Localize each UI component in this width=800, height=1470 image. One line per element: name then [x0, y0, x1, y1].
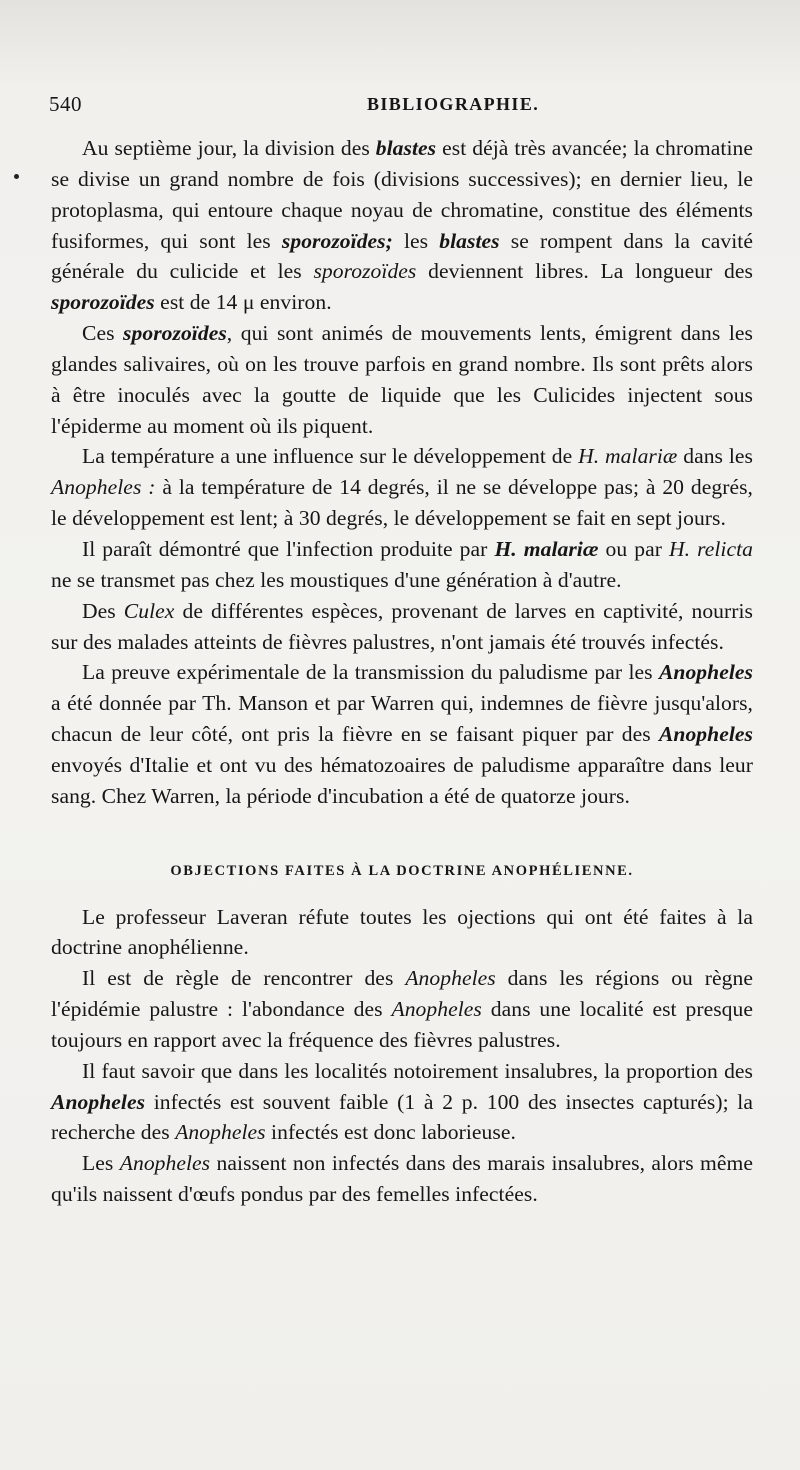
running-head: BIBLIOGRAPHIE. [367, 94, 540, 114]
margin-ink-dot [14, 174, 19, 179]
section-title: OBJECTIONS FAITES À LA DOCTRINE ANOPHÉLIENNE. [170, 862, 634, 879]
page-header [49, 92, 751, 122]
paragraph-6: La preuve expérimentale de la transmission du paludisme par les Anopheles a été donnée par Th. Manson et par Warren qui, indemnes de fièvre jusqu'alors, chacun de leur côté, ont pris la fièvre en se faisant piquer par des Anopheles envoyés d'Italie et ont vu des hématozoaires de paludisme apparaître dans leur sang. Chez Warren, la période d'incubation a été de quatorze jours. [51, 660, 753, 808]
paragraph-7: Le professeur Laveran réfute toutes les ojections qui ont été faites à la doctrine anophélienne. [51, 904, 753, 960]
paragraph-8: Il est de règle de rencontrer des Anopheles dans les régions ou règne l'épidémie palustre : l'abondance des Anopheles dans une localité est presque toujours en rapport avec la fréquence des fièvres palustres. [51, 966, 753, 1052]
body-text [51, 133, 753, 1210]
paragraph-2: Ces sporozoïdes, qui sont animés de mouvements lents, émigrent dans les glandes salivaires, où on les trouve parfois en grand nombre. Ils sont prêts alors à être inoculés avec la goutte de liquide que les Culicides injectent sous l'épiderme au moment où ils piquent. [51, 321, 753, 438]
paragraph-5: Des Culex de différentes espèces, provenant de larves en captivité, nourris sur des malades atteints de fièvres palustres, n'ont jamais été trouvés infectés. [51, 598, 753, 654]
page-number: 540 [49, 92, 82, 116]
paragraph-3: La température a une influence sur le développement de H. malariæ dans les Anopheles : à la température de 14 degrés, il ne se développe pas; à 20 degrés, le développement est lent; à 30 degrés, le développement se fait en sept jours. [51, 444, 753, 531]
paragraph-10: Les Anopheles naissent non infectés dans des marais insalubres, alors même qu'ils naissent d'œufs pondus par des femelles infectées. [51, 1151, 754, 1207]
paragraph-9: Il faut savoir que dans les localités notoirement insalubres, la proportion des Anopheles infectés est souvent faible (1 à 2 p. 100 des insectes capturés); la recherche des Anopheles infectés est donc laborieuse. [51, 1058, 753, 1145]
paragraph-1: Au septième jour, la division des blastes est déjà très avancée; la chromatine se divise un grand nombre de fois (divisions successives); en dernier lieu, le protoplasma, qui entoure chaque noyau de chromatine, constitue des éléments fusiformes, qui sont les sporozoïdes; les blastes se rompent dans la cavité générale du culicide et les sporozoïdes deviennent libres. La longueur des sporozoïdes est de 14 μ environ. [51, 136, 753, 315]
paragraph-4: Il paraît démontré que l'infection produite par H. malariæ ou par H. relicta ne se transmet pas chez les moustiques d'une génération à d'autre. [51, 536, 754, 592]
